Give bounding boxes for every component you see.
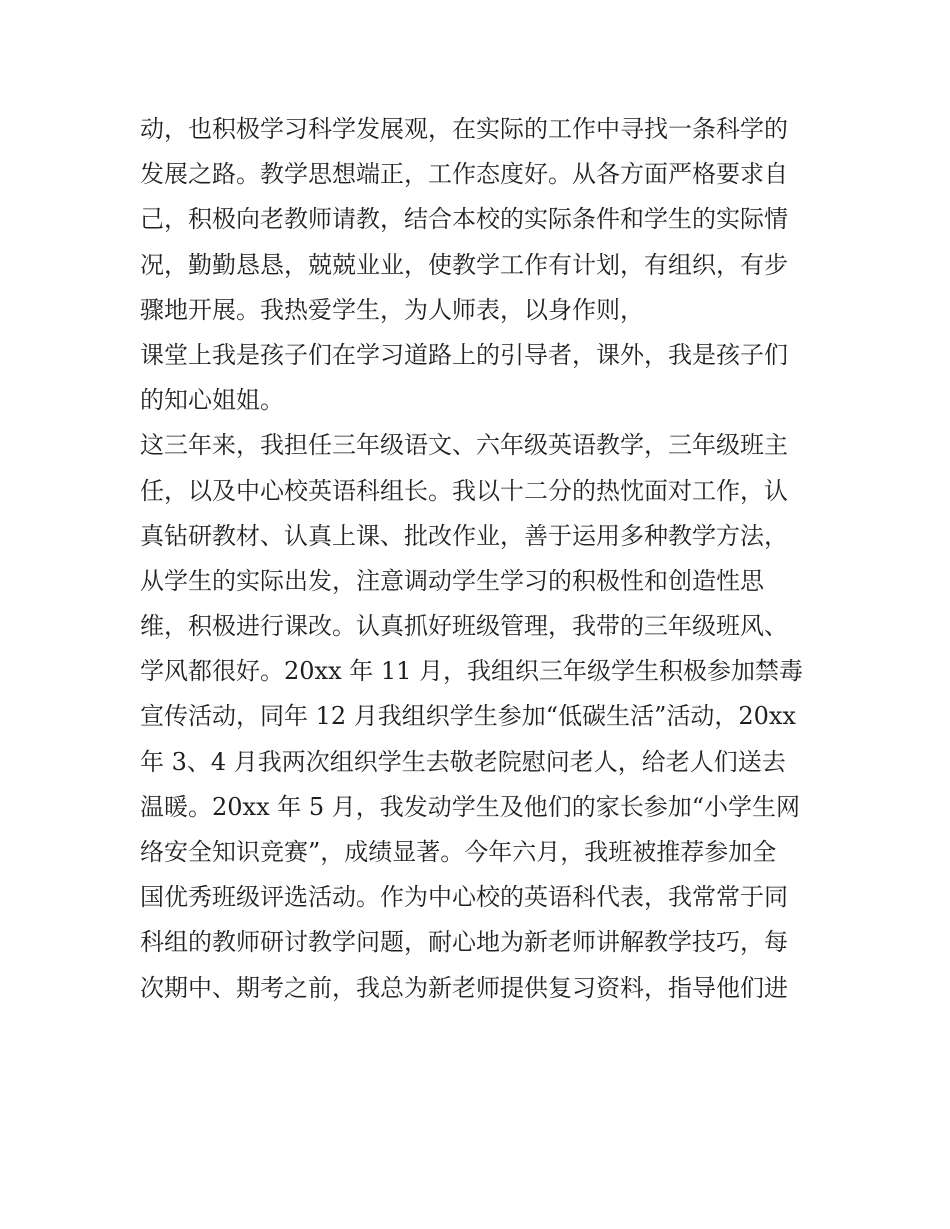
text-line: 的知心姐姐。 [140,386,284,415]
text-line: 从学生的实际出发，注意调动学生学习的积极性和创造性思 [140,566,764,595]
text-line: 宣传活动，同年 12 月我组织学生参加“低碳生活”活动，20xx [140,702,796,731]
text-line: 任，以及中心校英语科组长。我以十二分的热忱面对工作，认 [140,476,788,505]
text-line: 动，也积极学习科学发展观，在实际的工作中寻找一条科学的 [140,115,788,143]
text-line: 这三年来，我担任三年级语文、六年级英语教学，三年级班主 [140,431,788,460]
text-line: 络安全知识竞赛”，成绩显著。今年六月，我班被推荐参加全 [140,838,777,866]
text-line: 科组的教师研讨教学问题，耐心地为新老师讲解教学技巧，每 [140,928,788,957]
text-line: 况，勤勤恳恳，兢兢业业，使教学工作有计划，有组织，有步 [140,250,788,279]
text-line: 温暖。20xx 年 5 月，我发动学生及他们的家长参加“小学生网 [140,792,801,821]
text-line: 年 3、4 月我两次组织学生去敬老院慰问老人，给老人们送去 [140,747,786,776]
body-text [140,107,820,1011]
text-line: 真钻研教材、认真上课、批改作业，善于运用多种教学方法， [140,521,788,550]
text-line: 学风都很好。20xx 年 11 月，我组织三年级学生积极参加禁毒 [140,657,804,686]
text-line: 国优秀班级评选活动。作为中心校的英语科代表，我常常于同 [140,883,788,912]
text-line: 发展之路。教学思想端正，工作态度好。从各方面严格要求自 [140,160,788,189]
text-line: 己，积极向老教师请教，结合本校的实际条件和学生的实际情 [140,205,788,234]
text-line: 课堂上我是孩子们在学习道路上的引导者，课外，我是孩子们 [140,340,788,369]
text-line: 骤地开展。我热爱学生，为人师表，以身作则， [140,295,644,324]
text-line: 次期中、期考之前，我总为新老师提供复习资料，指导他们进 [140,973,788,1002]
text-line: 维，积极进行课改。认真抓好班级管理，我带的三年级班风、 [140,612,788,641]
